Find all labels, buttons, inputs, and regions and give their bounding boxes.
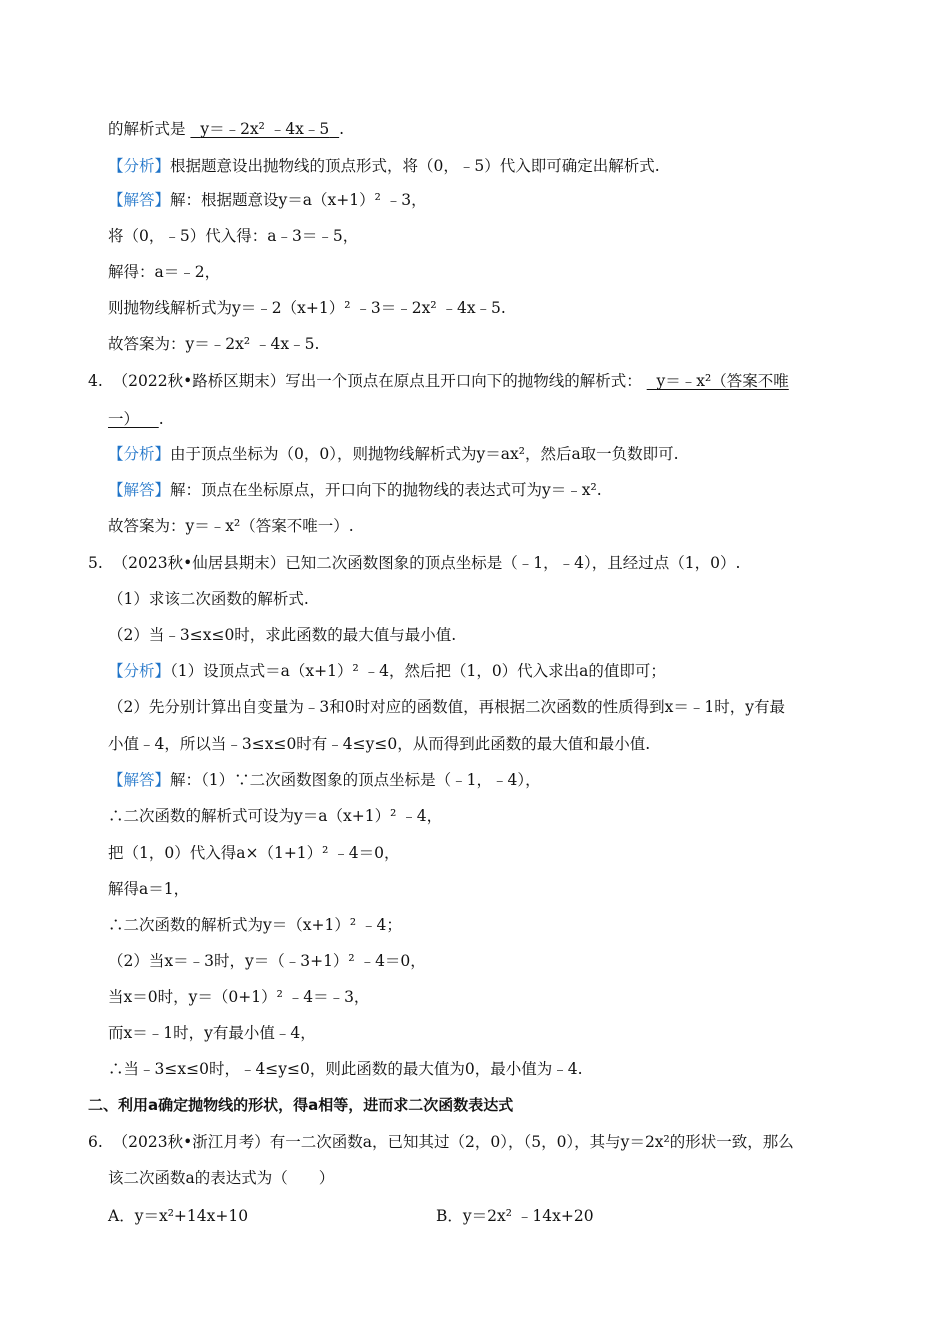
section-heading: 二、利用a确定抛物线的形状，得a相等，进而求二次函数表达式	[88, 1096, 514, 1114]
q5-step: ∴二次函数的解析式为y＝（x+1）² ﹣4；	[108, 916, 402, 934]
q4-analysis-text: 由于顶点坐标为（0，0），则抛物线解析式为y＝ax²，然后a取一负数即可.	[170, 445, 679, 463]
q5-analysis-line3: 小值﹣4，所以当﹣3≤x≤0时有﹣4≤y≤0，从而得到此函数的最大值和最小值.	[108, 735, 651, 753]
q3-solution	[108, 189, 427, 211]
q3-answer-prefix: 的解析式是	[108, 120, 186, 138]
q3-step: 故答案为：y＝﹣2x² ﹣4x﹣5.	[108, 335, 320, 353]
q5-solution	[108, 769, 541, 791]
q5-stem-text: （2023秋•仙居县期末）已知二次函数图象的顶点坐标是（﹣1，﹣4），且经过点（1，0）.	[112, 554, 741, 572]
q3-step: 解得：a＝﹣2，	[108, 263, 221, 281]
q3-analysis	[108, 155, 660, 177]
q4-answer-line2	[108, 408, 164, 430]
q3-answer-line	[108, 118, 344, 140]
solution-tag: 【解答】	[108, 481, 171, 499]
q3-step: 则抛物线解析式为y＝﹣2（x+1）² ﹣3＝﹣2x² ﹣4x﹣5.	[108, 299, 506, 317]
q5-analysis-text: （1）设顶点式＝a（x+1）² ﹣4，然后把（1，0）代入求出a的值即可；	[170, 662, 666, 680]
q4-stem	[88, 370, 789, 392]
q5-step: 解：（1）∵二次函数图象的顶点坐标是（﹣1，﹣4），	[170, 771, 541, 789]
q6-number: 6.	[88, 1133, 103, 1151]
q5-step: 而x＝﹣1时，y有最小值﹣4，	[108, 1024, 316, 1042]
q4-answer-part1: y＝﹣x²（答案不唯	[656, 372, 789, 390]
q3-answer: y＝﹣2x² ﹣4x﹣5	[200, 120, 330, 138]
q5-sub2: （2）当﹣3≤x≤0时，求此函数的最大值与最小值.	[108, 626, 457, 644]
analysis-tag: 【分析】	[108, 662, 171, 680]
analysis-tag: 【分析】	[108, 157, 171, 175]
q5-number: 5.	[88, 554, 103, 572]
analysis-tag: 【分析】	[108, 445, 171, 463]
q4-answer-part2: 一）	[108, 410, 140, 428]
q5-sub1: （1）求该二次函数的解析式.	[108, 590, 309, 608]
q6-stem	[88, 1131, 794, 1153]
q6-option-a[interactable]: A．y＝x²+14x+10	[108, 1207, 249, 1225]
q4-stem-text: （2022秋•路桥区期末）写出一个顶点在原点且开口向下的抛物线的解析式：	[112, 372, 642, 390]
q5-analysis-line2: （2）先分别计算出自变量为﹣3和0时对应的函数值，再根据二次函数的性质得到x＝﹣1时，y有最	[108, 698, 785, 716]
q5-step: 当x＝0时，y＝（0+1）² ﹣4＝﹣3，	[108, 988, 370, 1006]
q5-step: ∴二次函数的解析式可设为y＝a（x+1）² ﹣4，	[108, 807, 443, 825]
q3-analysis-text: 根据题意设出抛物线的顶点形式，将（0，﹣5）代入即可确定出解析式.	[170, 157, 660, 175]
q6-option-b[interactable]: B．y＝2x² ﹣14x+20	[436, 1207, 594, 1225]
q5-step: ∴当﹣3≤x≤0时，﹣4≤y≤0，则此函数的最大值为0，最小值为﹣4.	[108, 1060, 583, 1078]
q3-step: 解：根据题意设y＝a（x+1）² ﹣3，	[170, 191, 427, 209]
q4-analysis	[108, 443, 679, 465]
q5-step: 解得a＝1，	[108, 880, 190, 898]
q4-solution	[108, 479, 602, 501]
q6-stem-line2: 该二次函数a的表达式为（ ）	[108, 1169, 335, 1187]
q5-analysis	[108, 660, 666, 682]
solution-tag: 【解答】	[108, 771, 171, 789]
q5-step: 把（1，0）代入得a×（1+1）² ﹣4＝0，	[108, 844, 400, 862]
q5-stem	[88, 552, 740, 574]
q3-answer-suffix: .	[339, 120, 345, 138]
q4-solution-text: 解：顶点在坐标原点，开口向下的抛物线的表达式可为y＝﹣x².	[170, 481, 602, 499]
q5-step: （2）当x＝﹣3时，y＝（﹣3+1）² ﹣4＝0，	[108, 952, 426, 970]
q3-step: 将（0，﹣5）代入得：a﹣3＝﹣5，	[108, 227, 359, 245]
q4-number: 4.	[88, 372, 103, 390]
solution-tag: 【解答】	[108, 191, 171, 209]
q4-final: 故答案为：y＝﹣x²（答案不唯一）.	[108, 517, 354, 535]
q4-answer-suffix: .	[158, 410, 164, 428]
q6-stem-text: （2023秋•浙江月考）有一二次函数a，已知其过（2，0），（5，0），其与y＝2x²的形状一致，那么	[112, 1133, 794, 1151]
